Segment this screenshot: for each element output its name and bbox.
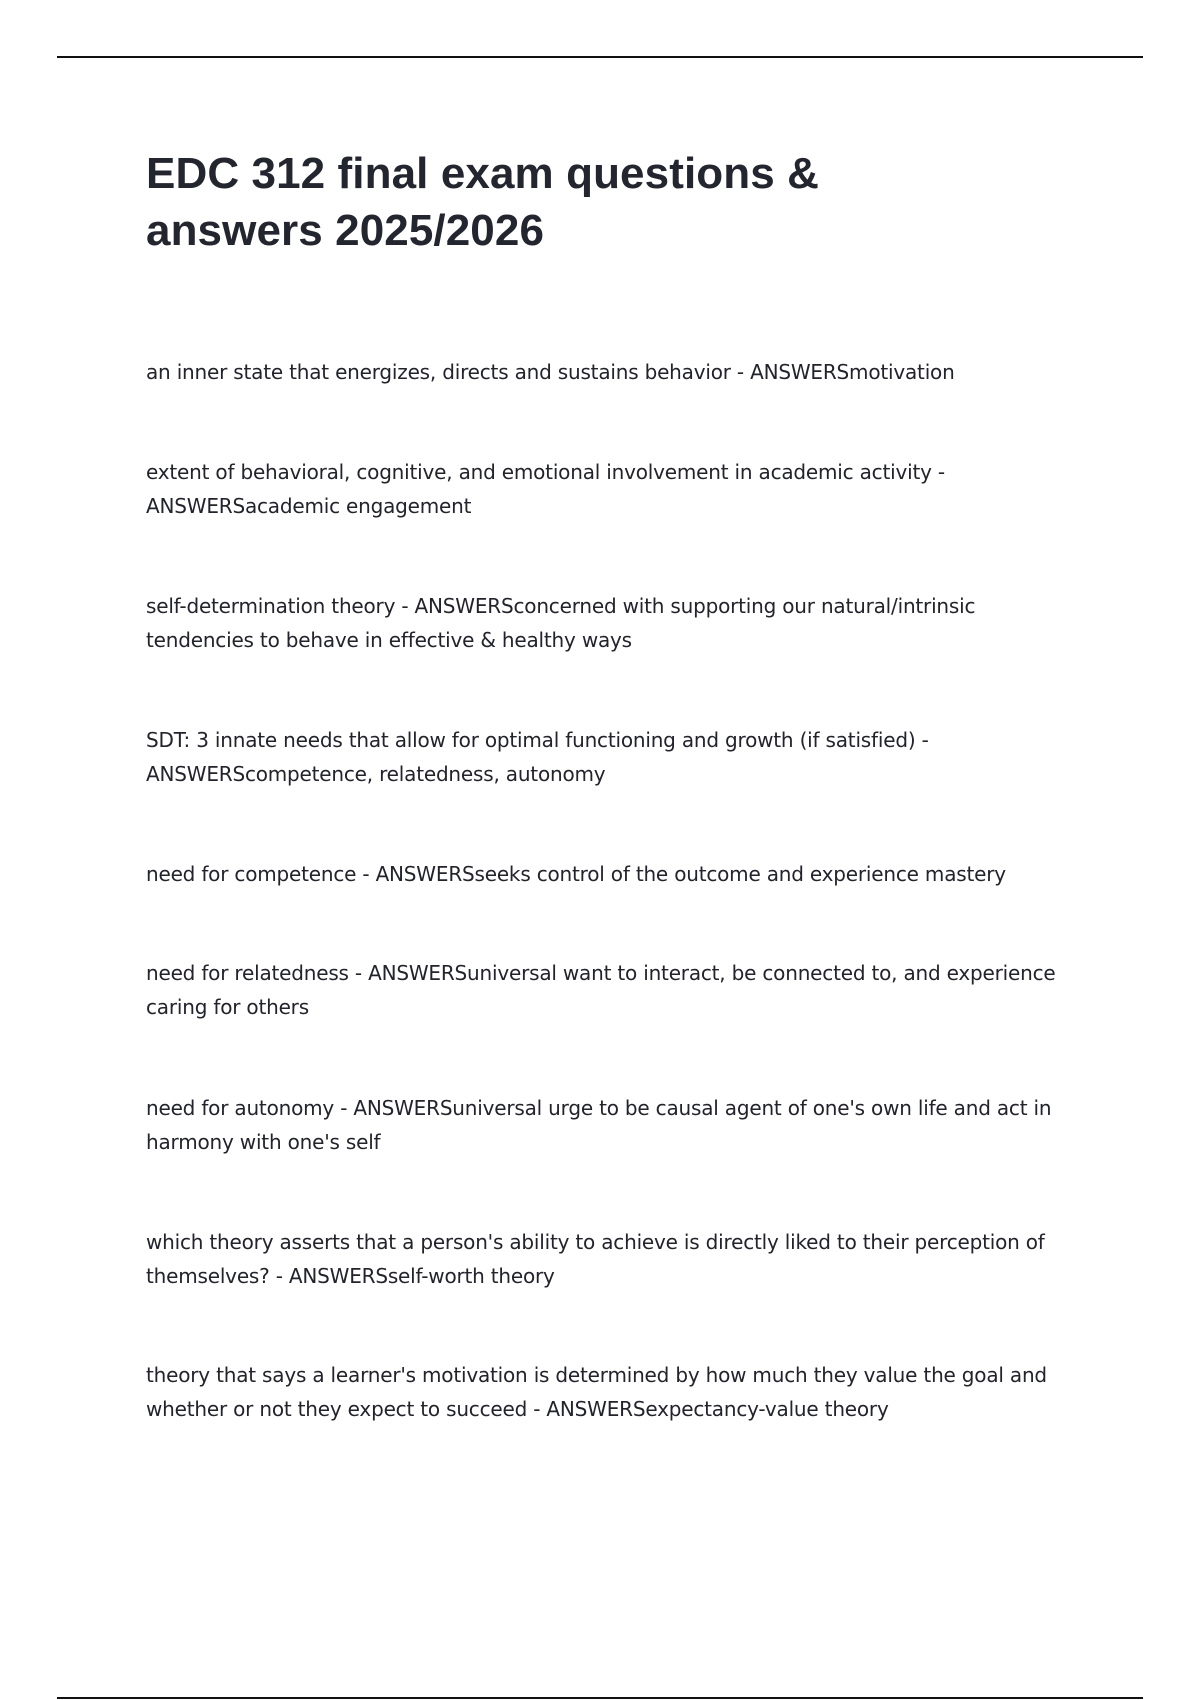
qa-item: which theory asserts that a person's ability to achieve is directly liked to their perception of themselves? - ANSWERSself-worth theory — [146, 1230, 1045, 1288]
qa-item: need for autonomy - ANSWERSuniversal urge to be causal agent of one's own life and act in harmony with one's self — [146, 1096, 1052, 1154]
title-line-2: answers 2025/2026 — [146, 206, 545, 255]
qa-item: extent of behavioral, cognitive, and emotional involvement in academic activity - ANSWERSacademic engagement — [146, 460, 945, 518]
document-title — [146, 145, 1046, 259]
qa-item: self-determination theory - ANSWERSconcerned with supporting our natural/intrinsic tendencies to behave in effective & healthy ways — [146, 594, 976, 652]
qa-item: theory that says a learner's motivation is determined by how much they value the goal and whether or not they expect to succeed - ANSWERSexpectancy-value theory — [146, 1363, 1047, 1421]
qa-item: SDT: 3 innate needs that allow for optimal functioning and growth (if satisfied) - ANSWERScompetence, relatedness, autonomy — [146, 728, 929, 786]
qa-item: need for competence - ANSWERSseeks control of the outcome and experience mastery — [146, 862, 1006, 886]
bottom-rule — [57, 1697, 1143, 1699]
qa-item: need for relatedness - ANSWERSuniversal want to interact, be connected to, and experience caring for others — [146, 961, 1056, 1019]
top-rule — [57, 56, 1143, 58]
title-line-1: EDC 312 final exam questions & — [146, 149, 819, 198]
qa-item: an inner state that energizes, directs and sustains behavior - ANSWERSmotivation — [146, 360, 955, 384]
